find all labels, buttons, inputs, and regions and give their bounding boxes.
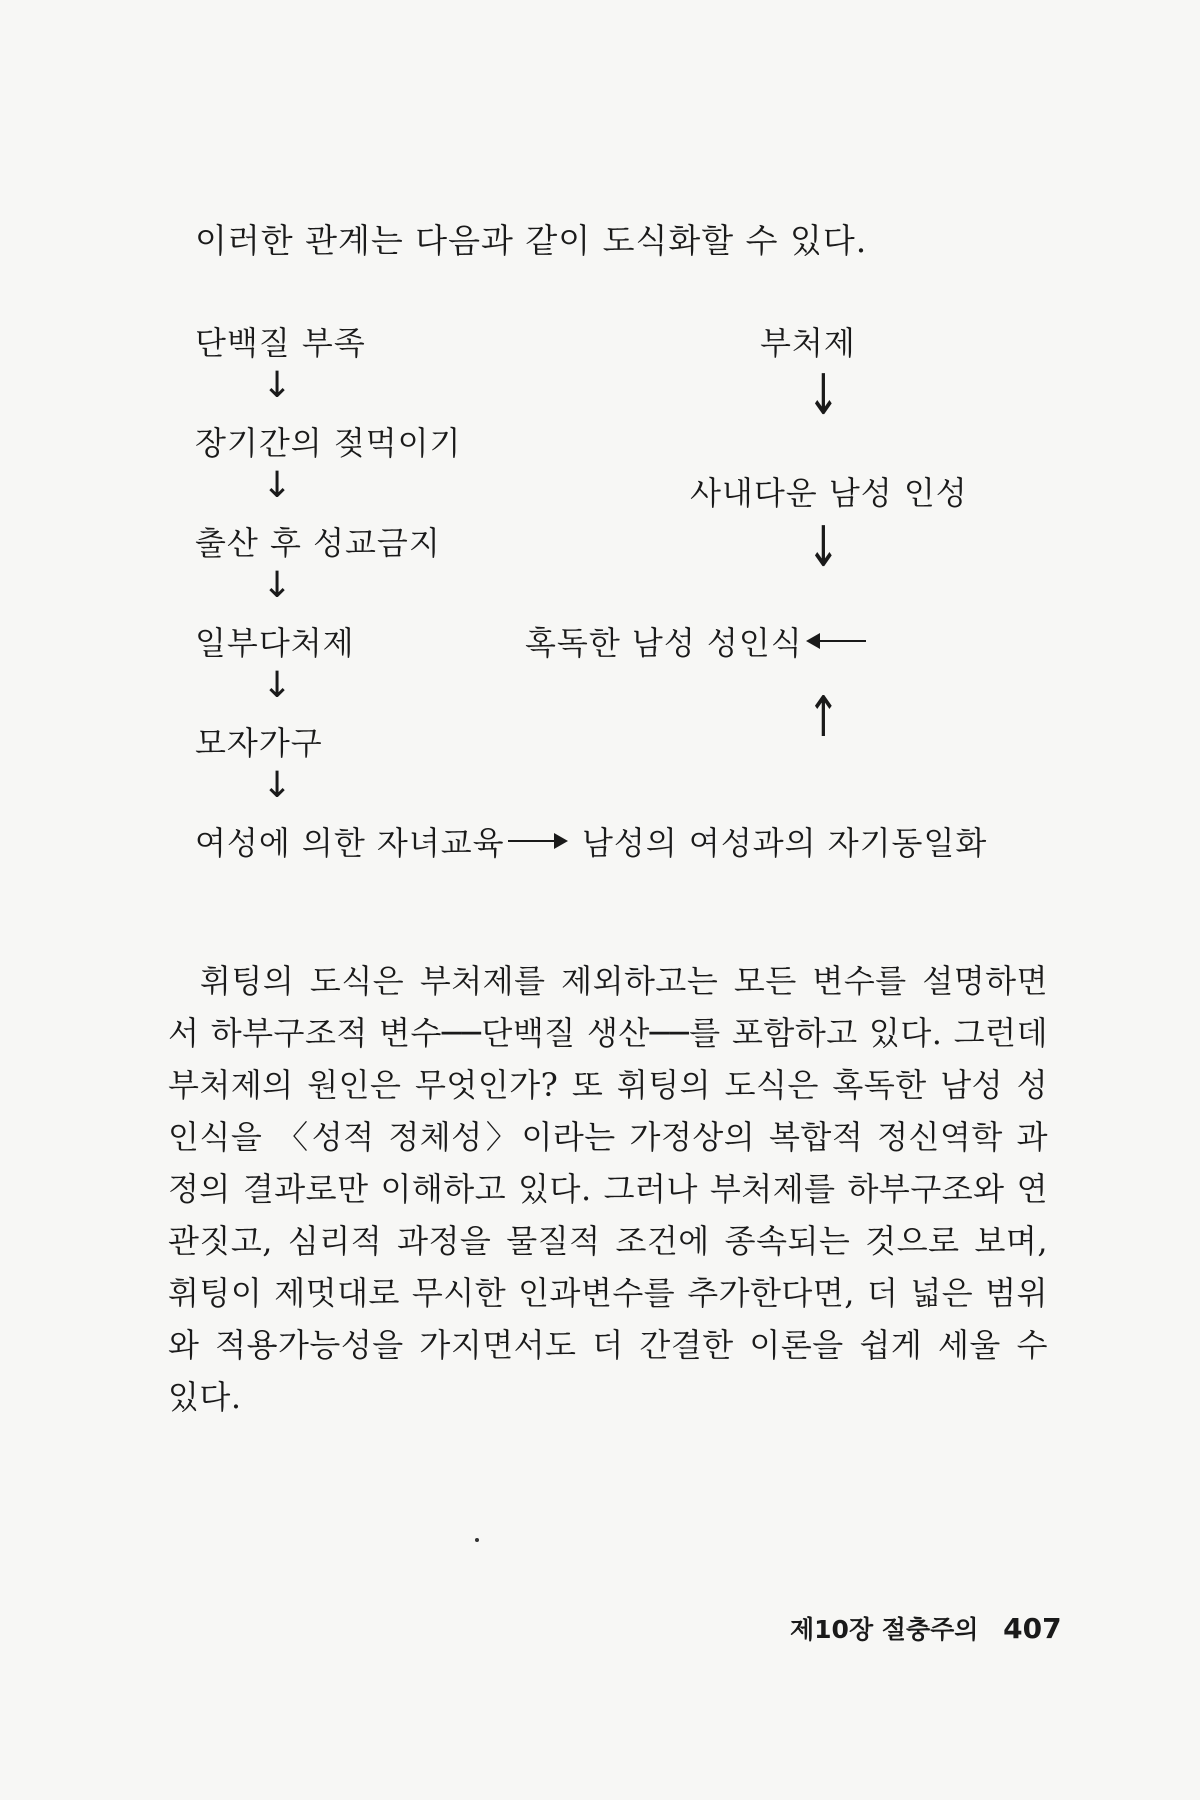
chapter-title: 제10장 절충주의	[790, 1615, 979, 1644]
node-prolonged-nursing: 장기간의 젖먹이기	[195, 424, 462, 462]
node-harsh-initiation: 혹독한 남성 성인식	[525, 624, 803, 662]
page-number: 407	[1003, 1612, 1062, 1645]
arrow-left-into-initiation	[808, 640, 866, 642]
arrow-down-3: ↓	[262, 565, 293, 606]
arrow-down-4: ↓	[262, 665, 293, 706]
arrow-right-to-identification	[508, 840, 566, 842]
arrowhead-left	[806, 633, 820, 649]
arrow-down-1: ↓	[262, 365, 293, 406]
node-male-identification: 남성의 여성과의 자기동일화	[582, 824, 988, 862]
node-postpartum-taboo: 출산 후 성교금지	[195, 524, 441, 562]
node-masculine-personality: 사내다운 남성 인성	[690, 474, 968, 512]
arrow-up-right: ↑	[807, 685, 840, 750]
node-female-child-rearing: 여성에 의한 자녀교육	[195, 824, 505, 862]
paragraph-text: 휘팅의 도식은 부처제를 제외하고는 모든 변수를 설명하면서 하부구조적 변수──단백질 생산──를 포함하고 있다. 그런데 부처제의 원인은 무엇인가? 또 휘팅의 도식은 혹독한 남성 성인식을 〈성적 정체성〉이라는 가정상의 복합적 정신역학 과정의 결과로만 이해하고 있다. 그러나 부처제를 하부구조와 연관짓고, 심리적 과정을 물질적 조건에 종속되는 것으로 보며, 휘팅이 제멋대로 무시한 인과변수를 추가한다면, 더 넓은 범위와 적용가능성을 가지면서도 더 간결한 이론을 쉽게 세울 수 있다.	[168, 962, 1048, 1416]
node-patrilocality: 부처제	[760, 324, 856, 362]
arrow-down-right-2: ↓	[807, 515, 840, 580]
arrow-down-2: ↓	[262, 465, 293, 506]
page-footer	[790, 1610, 1062, 1646]
stray-dot	[475, 1538, 479, 1542]
node-protein-deficiency: 단백질 부족	[195, 324, 366, 362]
arrow-down-right-1: ↓	[807, 363, 840, 428]
intro-sentence: 이러한 관계는 다음과 같이 도식화할 수 있다.	[195, 221, 868, 260]
arrow-down-5: ↓	[262, 765, 293, 806]
body-paragraph	[168, 955, 1048, 1423]
arrowhead-right	[554, 833, 568, 849]
node-polygyny: 일부다처제	[195, 624, 355, 662]
node-mother-child-household: 모자가구	[195, 724, 323, 762]
